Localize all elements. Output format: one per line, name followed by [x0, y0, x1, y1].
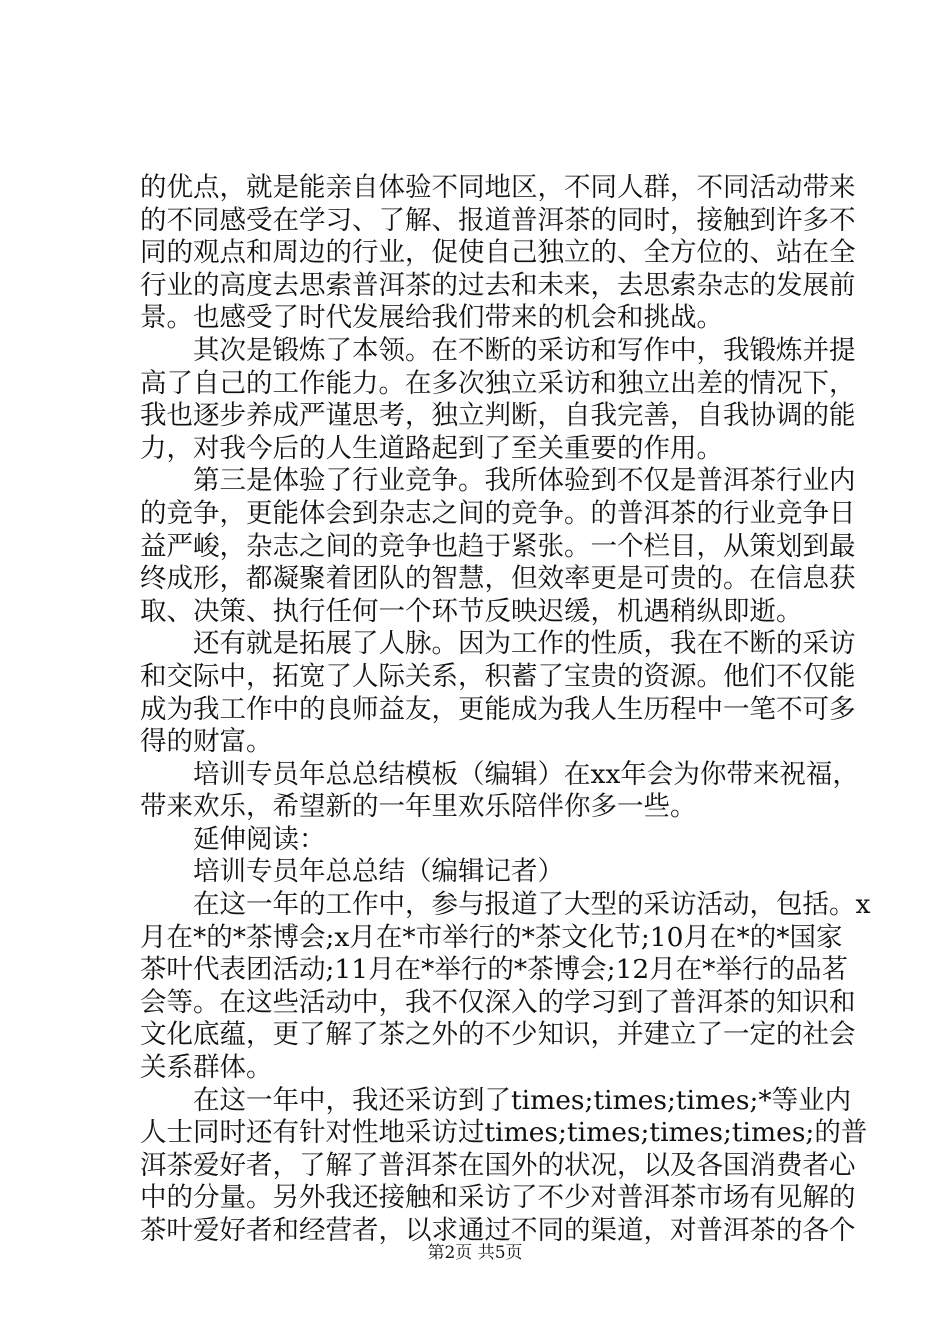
text-line: 同的观点和周边的行业，促使自己独立的、全方位的、站在全 [140, 237, 856, 269]
text-line: 培训专员年总总结（编辑记者） [140, 856, 564, 888]
text-line: 终成形，都凝聚着团队的智慧，但效率更是可贵的。在信息获 [140, 563, 856, 595]
text-line: 还有就是拓展了人脉。因为工作的性质，我在不断的采访 [140, 628, 856, 660]
text-line: 文化底蕴，更了解了茶之外的不少知识，并建立了一定的社会 [140, 1019, 856, 1051]
text-line: 力，对我今后的人生道路起到了至关重要的作用。 [140, 432, 723, 464]
text-line: 洱茶爱好者，了解了普洱茶在国外的状况，以及各国消费者心 [140, 1149, 856, 1181]
text-line: 会等。在这些活动中，我不仅深入的学习到了普洱茶的知识和 [140, 986, 856, 1018]
text-line: 和交际中，拓宽了人际关系，积蓄了宝贵的资源。他们不仅能 [140, 660, 856, 692]
text-line: 高了自己的工作能力。在多次独立采访和独立出差的情况下， [140, 367, 856, 399]
text-line: 得的财富。 [140, 726, 273, 758]
text-line: 茶叶爱好者和经营者，以求通过不同的渠道，对普洱茶的各个 [140, 1215, 856, 1246]
text-line: 在这一年中，我还采访到了times;times;times;*等业内 [140, 1084, 852, 1116]
body-text [140, 172, 871, 1248]
text-line: 的竞争，更能体会到杂志之间的竞争。的普洱茶的行业竞争日 [140, 497, 856, 529]
text-line: 关系群体。 [140, 1052, 273, 1084]
text-line: 行业的高度去思索普洱茶的过去和未来，去思索杂志的发展前 [140, 269, 856, 301]
text-line: 带来欢乐，希望新的一年里欢乐陪伴你多一些。 [140, 791, 697, 823]
text-line: 延伸阅读： [140, 823, 326, 855]
text-line: 月在*的*茶博会;x月在*市举行的*茶文化节;10月在*的*国家 [140, 921, 843, 953]
text-line: 培训专员年总总结模板（编辑）在xx年会为你带来祝福， [140, 758, 859, 790]
text-line: 景。也感受了时代发展给我们带来的机会和挑战。 [140, 302, 723, 334]
text-line: 人士同时还有针对性地采访过times;times;times;times;的普 [140, 1117, 868, 1149]
text-line: 在这一年的工作中，参与报道了大型的采访活动，包括。x [140, 889, 871, 921]
text-line: 的不同感受在学习、了解、报道普洱茶的同时，接触到许多不 [140, 204, 856, 236]
text-line: 中的分量。另外我还接触和采访了不少对普洱茶市场有见解的 [140, 1182, 856, 1214]
text-line: 的优点，就是能亲自体验不同地区，不同人群，不同活动带来 [140, 172, 856, 203]
text-line: 其次是锻炼了本领。在不断的采访和写作中，我锻炼并提 [140, 334, 856, 366]
text-line: 第三是体验了行业竞争。我所体验到不仅是普洱茶行业内 [140, 465, 856, 497]
text-line: 茶叶代表团活动;11月在*举行的*茶博会;12月在*举行的品茗 [140, 954, 849, 986]
text-line: 益严峻，杂志之间的竞争也趋于紧张。一个栏目，从策划到最 [140, 530, 856, 562]
text-line: 成为我工作中的良师益友，更能成为我人生历程中一笔不可多 [140, 693, 856, 725]
text-line: 我也逐步养成严谨思考，独立判断，自我完善，自我协调的能 [140, 400, 856, 432]
text-line: 取、决策、执行任何一个环节反映迟缓，机遇稍纵即逝。 [140, 595, 803, 627]
page-footer: 第2页 共5页 [427, 1243, 523, 1263]
